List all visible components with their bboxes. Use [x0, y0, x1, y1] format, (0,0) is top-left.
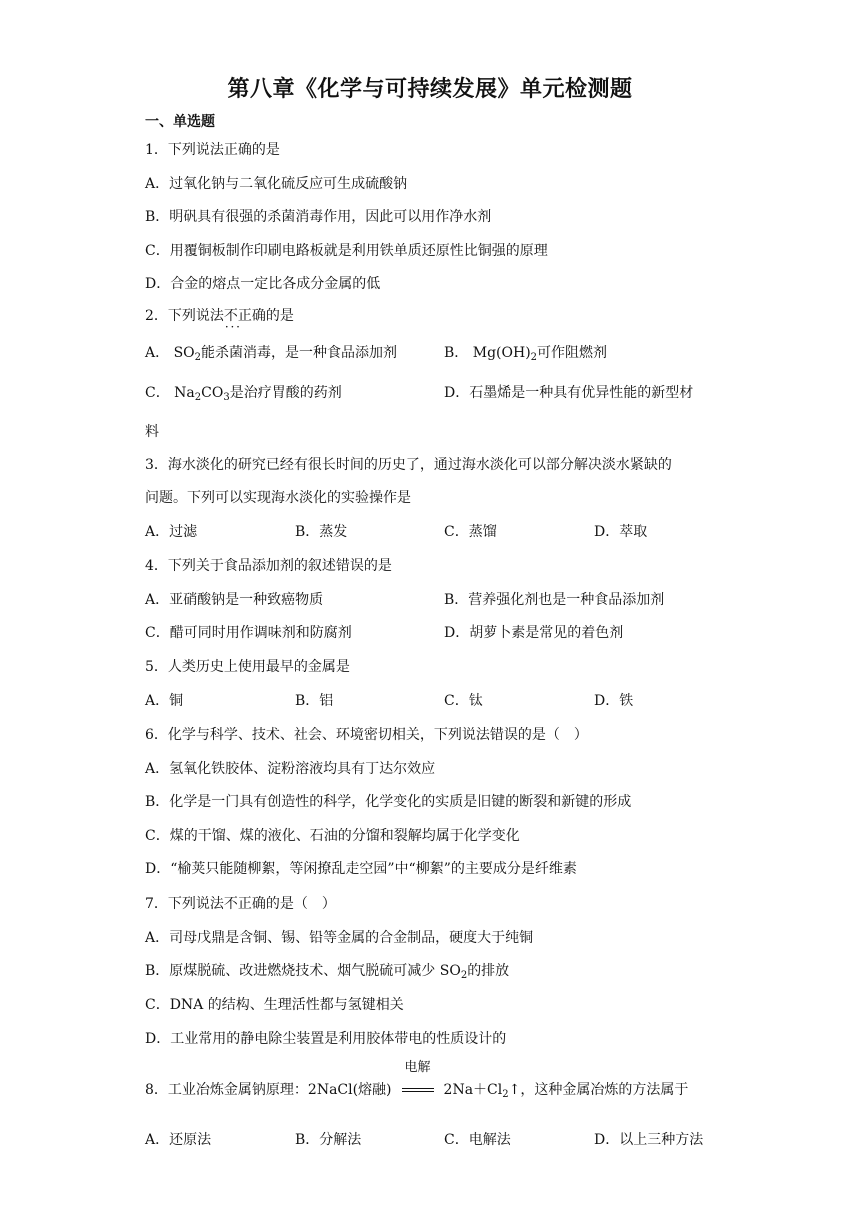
question-8-stem: 8．工业冶炼金属钠原理：2NaCl(熔融) 电解 $2Na+Cl_2↑$，这种金属冶炼的方法属于 — [145, 1060, 689, 1100]
question-5-stem: 5．人类历史上使用最早的金属是 — [145, 659, 350, 675]
question-6-option-a: A．氢氧化铁胶体、淀粉溶液均具有丁达尔效应 — [145, 761, 436, 777]
question-5-option-a: A．铜 — [145, 693, 184, 709]
question-2-stem-post: 的是 — [265, 308, 294, 324]
question-1-option-c: C．用覆铜板制作印刷电路板就是利用铁单质还原性比铜强的原理 — [145, 243, 548, 259]
question-1-option-d: D．合金的熔点一定比各成分金属的低 — [145, 276, 381, 292]
question-6-option-b: B．化学是一门具有创造性的科学，化学变化的实质是旧键的断裂和新键的形成 — [145, 794, 632, 810]
question-8-option-a: A．还原法 — [145, 1132, 212, 1148]
question-5-option-d: D．铁 — [594, 693, 634, 709]
question-7-option-d: D．工业常用的静电除尘装置是利用胶体带电的性质设计的 — [145, 1031, 507, 1047]
question-3-option-c: C．蒸馏 — [444, 524, 497, 540]
question-5-option-b: B．铝 — [295, 693, 334, 709]
question-2-option-d: D．石墨烯是一种具有优异性能的新型材 — [444, 385, 694, 401]
question-7-option-a: A．司母戊鼎是含铜、锡、铅等金属的合金制品，硬度大于纯铜 — [145, 930, 534, 946]
question-2-option-c: C． $Na_2CO_3$是治疗胃酸的药剂 — [145, 385, 342, 403]
question-2-option-a: A． $SO_2$能杀菌消毒，是一种食品添加剂 — [145, 345, 398, 363]
question-4-option-a: A．亚硝酸钠是一种致癌物质 — [145, 592, 324, 608]
electrolysis-label: 电解 — [404, 1060, 431, 1075]
question-8-option-d: D．以上三种方法 — [594, 1132, 704, 1148]
document-title: 第八章《化学与可持续发展》单元检测题 — [227, 77, 633, 102]
question-4-option-c: C．醋可同时用作调味剂和防腐剂 — [145, 625, 352, 641]
question-4-option-b: B．营养强化剂也是一种食品添加剂 — [444, 592, 665, 608]
question-2-option-d-continued: 料 — [145, 424, 159, 440]
question-7-option-b: B．原煤脱硫、改进燃烧技术、烟气脱硫可减少 $SO_2$的排放 — [145, 963, 510, 981]
question-5-option-c: C．钛 — [444, 693, 483, 709]
question-1-stem: 1．下列说法正确的是 — [145, 142, 280, 158]
question-3-option-a: A．过滤 — [145, 524, 198, 540]
question-4-stem: 4．下列关于食品添加剂的叙述错误的是 — [145, 558, 392, 574]
question-6-stem: 6．化学与科学、技术、社会、环境密切相关，下列说法错误的是（ ） — [145, 727, 588, 743]
question-7-stem: 7．下列说法不正确的是（ ） — [145, 896, 336, 912]
question-8-option-c: C．电解法 — [444, 1132, 511, 1148]
question-1-option-a: A．过氧化钠与二氧化硫反应可生成硫酸钠 — [145, 176, 408, 192]
question-2-option-b: B． $Mg(OH)_2$可作阻燃剂 — [444, 345, 608, 363]
section-heading: 一、单选题 — [145, 114, 215, 130]
question-2-emphasis: 不正确 · · · — [224, 308, 266, 324]
question-3-option-d: D．萃取 — [594, 524, 648, 540]
question-2-stem — [145, 306, 294, 326]
question-2-stem-pre: 2．下列说法 — [145, 308, 224, 324]
question-3-stem-line-1: 3．海水淡化的研究已经有很长时间的历史了，通过海水淡化可以部分解决淡水紧缺的 — [145, 457, 672, 473]
question-6-option-c: C．煤的干馏、煤的液化、石油的分馏和裂解均属于化学变化 — [145, 828, 520, 844]
question-4-option-d: D．胡萝卜素是常见的着色剂 — [444, 625, 624, 641]
question-8-option-b: B．分解法 — [295, 1132, 362, 1148]
electrolysis-arrow — [398, 1060, 438, 1092]
question-6-option-d: D．“榆荚只能随柳絮，等闲撩乱走空园”中“柳絮”的主要成分是纤维素 — [145, 861, 577, 877]
question-1-option-b: B．明矾具有很强的杀菌消毒作用，因此可以用作净水剂 — [145, 209, 492, 225]
question-3-stem-line-2: 问题。下列可以实现海水淡化的实验操作是 — [145, 490, 411, 506]
question-7-option-c: C．DNA 的结构、生理活性都与氢键相关 — [145, 997, 404, 1013]
question-3-option-b: B．蒸发 — [295, 524, 348, 540]
